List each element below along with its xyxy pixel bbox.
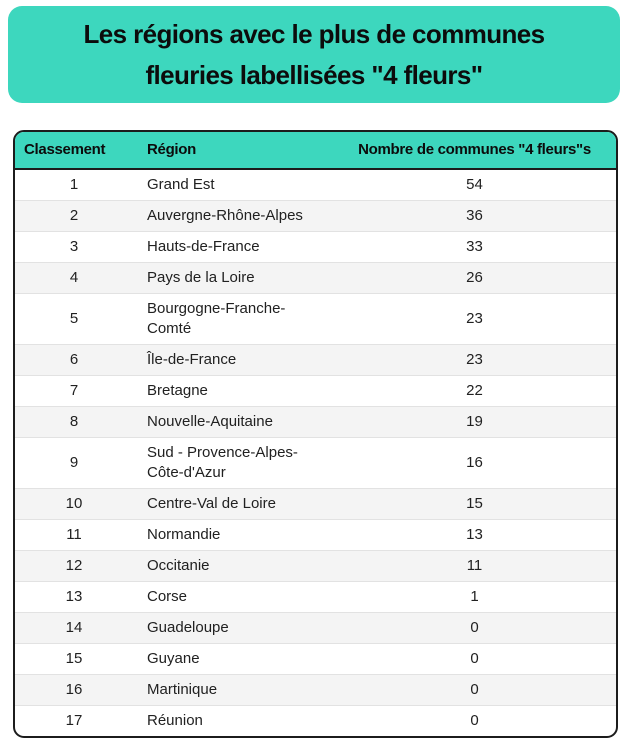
table-row xyxy=(15,644,616,675)
count-cell: 0 xyxy=(333,613,616,644)
table-row xyxy=(15,613,616,644)
rank-cell: 6 xyxy=(15,345,133,376)
region-cell: Nouvelle-Aquitaine xyxy=(133,407,333,438)
rank-cell: 4 xyxy=(15,263,133,294)
count-cell: 36 xyxy=(333,201,616,232)
rank-cell: 11 xyxy=(15,520,133,551)
region-cell: Occitanie xyxy=(133,551,333,582)
table-row xyxy=(15,706,616,737)
table-row xyxy=(15,263,616,294)
region-cell: Guadeloupe xyxy=(133,613,333,644)
page-title: Les régions avec le plus de communes fleuries labellisées "4 fleurs" xyxy=(83,19,545,90)
rank-cell: 8 xyxy=(15,407,133,438)
region-cell: Réunion xyxy=(133,706,333,737)
table-row xyxy=(15,169,616,201)
regions-table-container xyxy=(13,130,618,738)
count-cell: 0 xyxy=(333,644,616,675)
rank-cell: 1 xyxy=(69,176,79,193)
count-cell: 15 xyxy=(333,489,616,520)
region-cell: Centre-Val de Loire xyxy=(133,489,333,520)
rank-cell: 5 xyxy=(15,294,133,345)
table-header-row xyxy=(15,132,616,169)
table-row xyxy=(15,551,616,582)
region-cell: Pays de la Loire xyxy=(133,263,333,294)
count-cell: 0 xyxy=(333,675,616,706)
count-cell: 19 xyxy=(333,407,616,438)
rank-cell: 2 xyxy=(15,201,133,232)
region-cell: Normandie xyxy=(133,520,333,551)
count-cell: 33 xyxy=(333,232,616,263)
count-cell: 23 xyxy=(333,294,616,345)
rank-cell: 3 xyxy=(15,232,133,263)
table-row xyxy=(15,376,616,407)
region-cell: Bretagne xyxy=(133,376,333,407)
count-cell: 22 xyxy=(333,376,616,407)
count-cell: 16 xyxy=(333,438,616,489)
header-count: Nombre de communes "4 fleurs"s xyxy=(333,132,616,169)
rank-cell: 17 xyxy=(15,706,133,737)
region-cell: Auvergne-Rhône-Alpes xyxy=(133,201,333,232)
rank-cell: 9 xyxy=(15,438,133,489)
table-row xyxy=(15,582,616,613)
table-head xyxy=(15,132,616,169)
count-cell: 1 xyxy=(333,582,616,613)
header-region: Région xyxy=(133,132,333,169)
region-cell: Corse xyxy=(133,582,333,613)
table-row xyxy=(15,489,616,520)
region-cell: Bourgogne-Franche-Comté xyxy=(133,294,333,345)
table-row xyxy=(15,201,616,232)
region-cell: Martinique xyxy=(133,675,333,706)
rank-cell: 14 xyxy=(15,613,133,644)
count-cell: 11 xyxy=(333,551,616,582)
header-classement: Classement xyxy=(15,132,133,169)
region-cell: Guyane xyxy=(133,644,333,675)
count-cell: 13 xyxy=(333,520,616,551)
rank-cell: 16 xyxy=(15,675,133,706)
table-row xyxy=(15,294,616,345)
region-cell: Hauts-de-France xyxy=(133,232,333,263)
rank-cell: 12 xyxy=(15,551,133,582)
rank-cell: 10 xyxy=(15,489,133,520)
count-cell: 54 xyxy=(466,176,483,193)
table-row xyxy=(15,438,616,489)
table-row xyxy=(15,520,616,551)
count-cell: 23 xyxy=(333,345,616,376)
table-row xyxy=(15,675,616,706)
count-cell: 0 xyxy=(333,706,616,737)
region-cell: Grand Est xyxy=(147,176,215,193)
rank-cell: 7 xyxy=(15,376,133,407)
table-body xyxy=(15,169,616,736)
rank-cell: 15 xyxy=(15,644,133,675)
table-row xyxy=(15,345,616,376)
table-row xyxy=(15,232,616,263)
count-cell: 26 xyxy=(333,263,616,294)
region-cell: Île-de-France xyxy=(133,345,333,376)
title-banner xyxy=(8,6,620,103)
rank-cell: 13 xyxy=(15,582,133,613)
table-row xyxy=(15,407,616,438)
region-cell: Sud - Provence-Alpes-Côte-d'Azur xyxy=(133,438,333,489)
regions-table xyxy=(15,132,616,736)
